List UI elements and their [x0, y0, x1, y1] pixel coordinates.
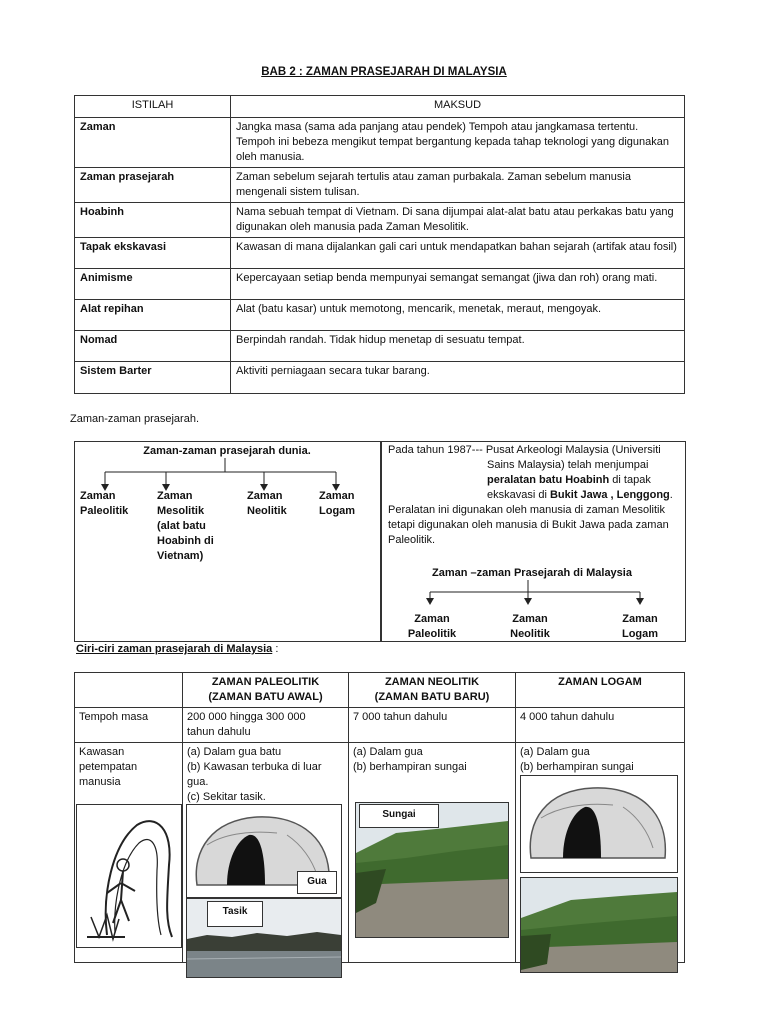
- discovery-bukit-jawa: Bukit Jawa , Lenggong: [549, 489, 670, 501]
- meaning-cell: Berpindah randah. Tidak hidup menetap di sesuatu tempat.: [231, 331, 685, 362]
- kawasan-neolitik: (a) Dalam gua (b) berhampiran sungai: [349, 743, 516, 963]
- ciri-title-suffix: :: [272, 643, 279, 655]
- ciri-title: [76, 643, 278, 655]
- malaysia-era-neolitik: Zaman Neolitik: [510, 613, 550, 640]
- world-era-neolitik: Zaman Neolitik: [247, 490, 287, 517]
- tag-gua: Gua: [297, 871, 337, 894]
- cave-image-logam: [520, 775, 678, 873]
- eras-section-label: Zaman-zaman prasejarah.: [70, 413, 200, 425]
- malaysia-era-logam: Zaman Logam: [621, 613, 659, 640]
- row-label-kawasan: Kawasan petempatan manusia: [75, 743, 183, 963]
- meaning-cell: Alat (batu kasar) untuk memotong, mencarik, menetak, meraut, mengoyak.: [231, 300, 685, 331]
- head-neolitik: ZAMAN NEOLITIK (ZAMAN BATU BARU): [349, 673, 516, 708]
- discovery-line-4-a: ekskavasi di: [487, 489, 550, 501]
- arrow-head: [524, 598, 532, 605]
- discovery-line-3-rest: di tapak: [609, 474, 651, 486]
- term-cell: Alat repihan: [75, 300, 231, 331]
- ciri-corner: [75, 673, 183, 708]
- row-label-tempoh: Tempoh masa: [75, 708, 183, 743]
- term-cell: Hoabinh: [75, 203, 231, 238]
- kawasan-logam: (a) Dalam gua (b) berhampiran sungai: [516, 743, 685, 963]
- ciri-title-text: Ciri-ciri zaman prasejarah di Malaysia: [76, 643, 273, 655]
- term-cell: Zaman prasejarah: [75, 168, 231, 203]
- term-cell: Zaman: [75, 118, 231, 168]
- page-title: BAB 2 : ZAMAN PRASEJARAH DI MALAYSIA: [261, 66, 507, 78]
- term-cell: Tapak ekskavasi: [75, 238, 231, 269]
- col-header-meaning: MAKSUD: [231, 96, 685, 118]
- meaning-cell: Kawasan di mana dijalankan gali cari untuk mendapatkan bahan sejarah (artifak atau fosil): [231, 238, 685, 269]
- glossary-table: [74, 95, 685, 394]
- world-era-logam: Zaman Logam: [319, 490, 356, 517]
- term-cell: Nomad: [75, 331, 231, 362]
- world-era-paleolitik: Zaman Paleolitik: [80, 490, 129, 517]
- tempoh-logam: 4 000 tahun dahulu: [516, 708, 685, 743]
- meaning-cell: Nama sebuah tempat di Vietnam. Di sana dijumpai alat-alat batu atau perkakas batu yang digunakan oleh manusia pada Zaman Mesolitik.: [231, 203, 685, 238]
- malaysia-eras-title: Zaman –zaman Prasejarah di Malaysia: [432, 567, 632, 579]
- tempoh-paleolitik: 200 000 hingga 300 000 tahun dahulu: [183, 708, 349, 743]
- head-logam: ZAMAN LOGAM: [516, 673, 685, 708]
- meaning-cell: Zaman sebelum sejarah tertulis atau zaman purbakala. Zaman sebelum manusia mengenali sistem tulisan.: [231, 168, 685, 203]
- world-era-mesolitik: Zaman Mesolitik (alat batu Hoabinh di Vietnam): [157, 490, 214, 562]
- river-image-logam: [520, 877, 678, 973]
- term-cell: Sistem Barter: [75, 362, 231, 394]
- term-cell: Animisme: [75, 269, 231, 300]
- discovery-line-3: [487, 473, 651, 488]
- head-paleolitik: ZAMAN PALEOLITIK (ZAMAN BATU AWAL): [183, 673, 349, 708]
- meaning-cell: Aktiviti perniagaan secara tukar barang.: [231, 362, 685, 394]
- kawasan-paleolitik: (a) Dalam gua batu (b) Kawasan terbuka di luar gua. (c) Sekitar tasik.: [183, 743, 349, 963]
- malaysia-era-paleolitik: Zaman Paleolitik: [407, 613, 457, 640]
- world-eras-title: Zaman-zaman prasejarah dunia.: [143, 445, 311, 457]
- discovery-line-4: [487, 488, 673, 503]
- meaning-cell: Jangka masa (sama ada panjang atau pendek) Tempoh atau jangkamasa tertentu. Tempoh ini bebeza mengikut tempat bergantung kepada tahap teknologi yang digunakan oleh manusia.: [231, 118, 685, 168]
- tag-tasik: Tasik: [207, 901, 263, 927]
- meaning-cell: Kepercayaan setiap benda mempunyai semangat semangat (jiwa dan roh) orang mati.: [231, 269, 685, 300]
- discovery-paragraph: Peralatan ini digunakan oleh manusia di zaman Mesolitik tetapi digunakan oleh manusia di Bukit Jawa pada zaman Paleolitik.: [388, 504, 669, 546]
- discovery-line-2: Sains Malaysia) telah menjumpai: [487, 459, 649, 471]
- malaysia-eras-tree: [380, 580, 684, 606]
- caveman-drawing: [76, 804, 182, 948]
- discovery-hoabinh: peralatan batu Hoabinh: [487, 474, 610, 486]
- discovery-line-1: Pada tahun 1987--- Pusat Arkeologi Malaysia (Universiti: [388, 444, 661, 456]
- col-header-term: ISTILAH: [75, 96, 231, 118]
- arrow-head: [636, 598, 644, 605]
- discovery-line-4-c: .: [669, 489, 673, 501]
- tempoh-neolitik: 7 000 tahun dahulu: [349, 708, 516, 743]
- tag-sungai: Sungai: [359, 804, 439, 828]
- arrow-head: [426, 598, 434, 605]
